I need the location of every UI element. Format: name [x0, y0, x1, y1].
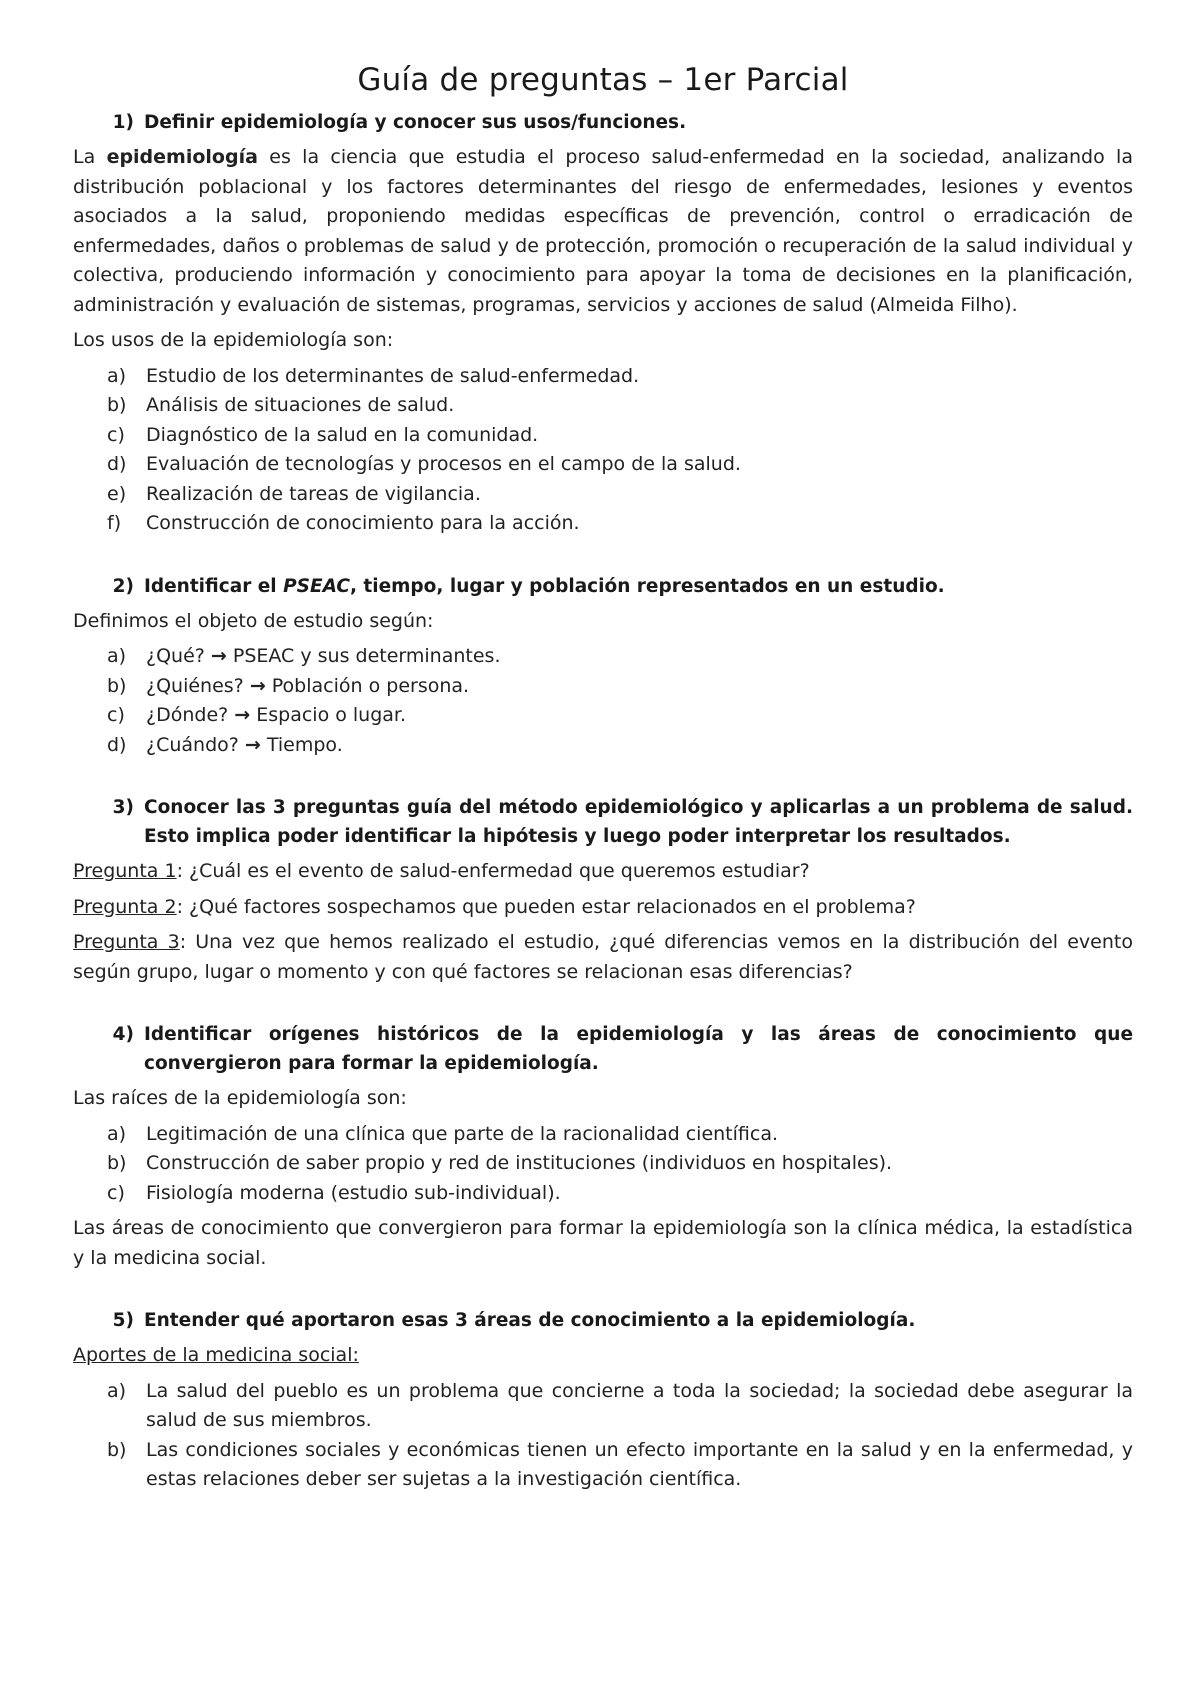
question-1-heading [73, 108, 1133, 137]
definition-body: es la ciencia que estudia el proceso salud-enfermedad en la sociedad, analizando la distribución poblacional y los factores determinantes del riesgo de enfermedades, lesiones y eventos asociados a la salud, proponiendo medidas específicas de prevención, control o erradicación de enfermedades, daños o problemas de salud y de protección, promoción o recuperación de la salud individual y colectiva, produciendo información y conocimiento para apoyar la toma de decisiones en la planificación, administración y evaluación de sistemas, programas, servicios y acciones de salud (Almeida Filho). [73, 146, 1133, 316]
list-item [73, 731, 1133, 761]
heading-suffix: , tiempo, lugar y población representados en un estudio. [349, 575, 945, 597]
question-number: 5) [112, 1310, 134, 1331]
item-question: ¿Dónde? [146, 704, 229, 726]
list-item [73, 1179, 1133, 1209]
uses-list [73, 362, 1133, 539]
definition-prefix: La [73, 146, 107, 168]
arrow-right-icon: → [210, 645, 227, 667]
guide-question-2 [73, 893, 1133, 923]
guide-question-text: : ¿Qué factores sospechamos que pueden estar relacionados en el problema? [176, 895, 916, 918]
list-text: Construcción de saber propio y red de instituciones (individuos en hospitales). [146, 1152, 893, 1174]
question-number: 3) [112, 797, 134, 818]
guide-question-text: : Una vez que hemos realizado el estudio, ¿qué diferencias vemos en la distribución del evento según grupo, lugar o momento y con qué factores se relacionan esas diferencias? [73, 931, 1133, 983]
list-text [146, 731, 1133, 761]
question-3-heading [73, 793, 1133, 851]
list-text: Fisiología moderna (estudio sub-individual). [146, 1181, 561, 1204]
question-number: 1) [112, 112, 134, 133]
page-title: Guía de preguntas – 1er Parcial [357, 62, 849, 98]
list-item [73, 1120, 1133, 1150]
list-item [73, 1436, 1133, 1495]
list-text: Construcción de conocimiento para la acción. [146, 512, 580, 534]
question-number: 4) [112, 1024, 134, 1045]
social-medicine-list [73, 1377, 1133, 1495]
list-item [73, 672, 1133, 702]
list-item [73, 642, 1133, 672]
social-medicine-subheading [73, 1341, 1133, 1371]
guide-question-3 [73, 928, 1133, 987]
item-answer: Espacio o lugar. [256, 704, 407, 726]
list-text: Estudio de los determinantes de salud-enfermedad. [146, 364, 640, 387]
list-marker: c) [107, 423, 125, 446]
document-page [73, 62, 1133, 1495]
item-answer: Población o persona. [271, 674, 470, 697]
list-marker: d) [107, 733, 127, 756]
list-marker: b) [107, 1438, 127, 1461]
item-answer: Tiempo. [266, 733, 343, 756]
list-item [73, 509, 1133, 539]
question-5-heading [73, 1306, 1133, 1335]
guide-question-label: Pregunta 1 [73, 860, 177, 882]
list-marker: c) [107, 1181, 125, 1204]
arrow-right-icon: → [244, 733, 261, 756]
list-item [73, 450, 1133, 480]
list-text: Evaluación de tecnologías y procesos en el campo de la salud. [146, 453, 741, 475]
study-object-list [73, 642, 1133, 760]
list-item [73, 1149, 1133, 1179]
list-marker: a) [107, 645, 127, 667]
list-marker: b) [107, 1152, 127, 1174]
list-text: Realización de tareas de vigilancia. [146, 482, 481, 505]
list-marker: a) [107, 364, 127, 387]
roots-intro: Las raíces de la epidemiología son: [73, 1087, 407, 1109]
list-item [73, 391, 1133, 421]
question-text: Conocer las 3 preguntas guía del método epidemiológico y aplicarlas a un problema de salud. Esto implica poder identificar la hipótesis y luego poder interpretar los resultados. [144, 797, 1133, 847]
list-marker: e) [107, 482, 127, 505]
definition-term: epidemiología [106, 146, 258, 168]
list-item [73, 701, 1133, 731]
question-2-heading [73, 572, 1133, 601]
list-marker: a) [107, 1379, 127, 1402]
item-question: ¿Qué? [146, 645, 205, 667]
knowledge-areas-paragraph: Las áreas de conocimiento que convergieron para formar la epidemiología son la clínica médica, la estadística y la medicina social. [73, 1217, 1133, 1269]
guide-question-text: : ¿Cuál es el evento de salud-enfermedad que queremos estudiar? [176, 860, 810, 882]
question-text [144, 572, 1133, 601]
list-text [146, 642, 1133, 672]
item-question: ¿Quiénes? [146, 674, 244, 697]
list-text [146, 701, 1133, 731]
heading-emphasis: PSEAC [283, 575, 350, 597]
list-item [73, 421, 1133, 451]
list-marker: d) [107, 453, 127, 475]
list-text: La salud del pueblo es un problema que concierne a toda la sociedad; la sociedad debe asegurar la salud de sus miembros. [146, 1379, 1133, 1431]
guide-question-label: Pregunta 2 [73, 895, 177, 918]
question-4-heading [73, 1020, 1133, 1078]
list-text [146, 672, 1133, 702]
question-number: 2) [112, 575, 134, 597]
question-text: Entender qué aportaron esas 3 áreas de conocimiento a la epidemiología. [144, 1310, 916, 1331]
study-object-intro: Definimos el objeto de estudio según: [73, 609, 434, 632]
guide-question-1 [73, 857, 1133, 887]
roots-list [73, 1120, 1133, 1209]
item-question: ¿Cuándo? [146, 733, 239, 756]
arrow-right-icon: → [234, 704, 251, 726]
uses-intro: Los usos de la epidemiología son: [73, 329, 394, 351]
list-item [73, 362, 1133, 392]
list-text: Las condiciones sociales y económicas tienen un efecto importante en la salud y en la enfermedad, y estas relaciones deber ser sujetas a la investigación científica. [146, 1438, 1133, 1490]
list-marker: b) [107, 394, 127, 416]
epidemiology-definition [73, 143, 1133, 320]
question-text: Definir epidemiología y conocer sus usos/funciones. [144, 112, 687, 133]
item-answer: PSEAC y sus determinantes. [232, 645, 501, 667]
list-marker: b) [107, 674, 127, 697]
list-marker: a) [107, 1122, 127, 1145]
list-text: Diagnóstico de la salud en la comunidad. [146, 423, 539, 446]
subheading-text: Aportes de la medicina social: [73, 1344, 359, 1366]
guide-question-label: Pregunta 3 [73, 931, 180, 953]
list-item [73, 1377, 1133, 1436]
list-marker: f) [107, 512, 122, 534]
question-text: Identificar orígenes históricos de la epidemiología y las áreas de conocimiento que convergieron para formar la epidemiología. [144, 1024, 1133, 1074]
list-text: Análisis de situaciones de salud. [146, 394, 455, 416]
heading-prefix: Identificar el [144, 575, 284, 597]
list-text: Legitimación de una clínica que parte de la racionalidad científica. [146, 1122, 779, 1145]
list-marker: c) [107, 704, 125, 726]
list-item [73, 480, 1133, 510]
arrow-right-icon: → [249, 674, 266, 697]
